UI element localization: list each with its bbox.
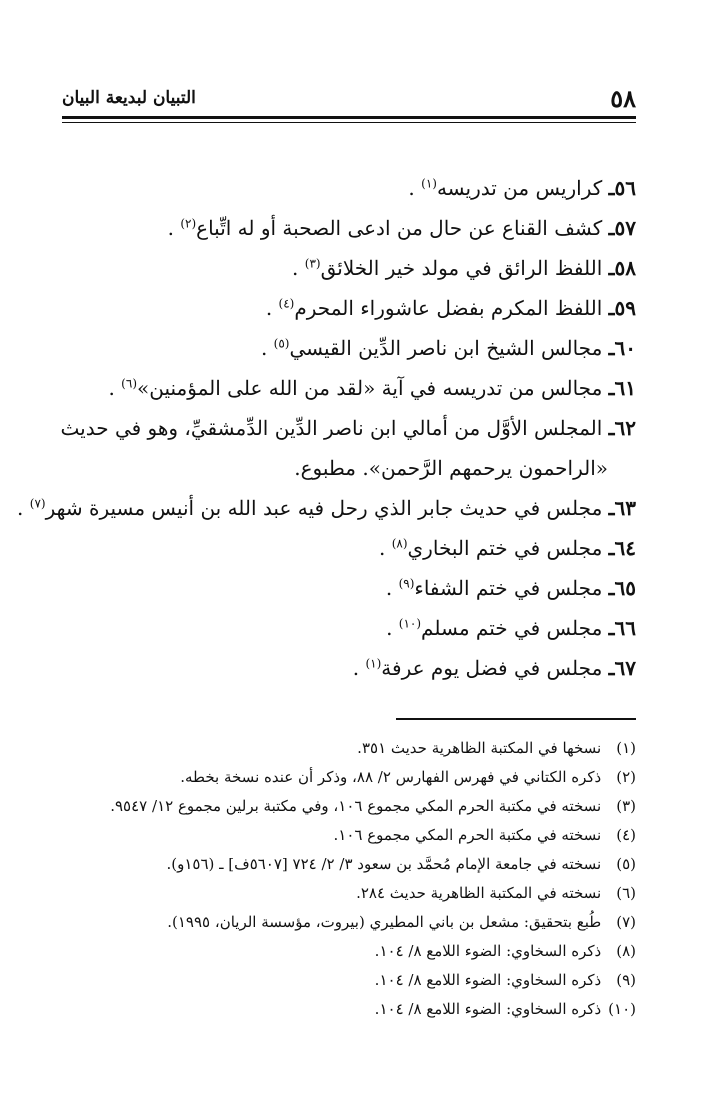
running-title: التبيان لبديعة البيان <box>62 88 196 108</box>
footnote: (٤) نسخته في مكتبة الحرم المكي مجموع ١٠٦. <box>333 826 636 844</box>
footnote: (٧) طُبع بتحقيق: مشعل بن باني المطيري (بيروت، مؤسسة الريان، ١٩٩٥). <box>167 913 636 931</box>
list-item: ٦٠ـ مجالس الشيخ ابن ناصر الدِّين القيسي$^{(٥)}$ . <box>260 336 636 360</box>
list-item: ٦٥ـ مجلس في ختم الشفاء$^{(٩)}$ . <box>385 576 636 600</box>
works-list <box>17 168 636 688</box>
footnotes <box>62 734 636 1024</box>
footnote: (٨) ذكره السخاوي: الضوء اللامع ٨/ ١٠٤. <box>374 942 636 960</box>
list-item: ٥٩ـ اللفظ المكرم بفضل عاشوراء المحرم$^{(٤)}$ . <box>265 296 636 320</box>
footnote: (٦) نسخته في المكتبة الظاهرية حديث ٢٨٤. <box>356 884 636 902</box>
list-item-continuation: «الراحمون يرحمهم الرَّحمن». مطبوع. <box>294 456 608 480</box>
list-item: ٦٢ـ المجلس الأوَّل من أمالي ابن ناصر الدِّين الدِّمشقيِّ، وهو في حديث «الراحمون يرحمهم الرَّحمن». مطبوع. <box>62 408 636 488</box>
footnote: (١) نسخها في المكتبة الظاهرية حديث ٣٥١. <box>357 739 636 757</box>
header-rule-thin <box>62 122 636 123</box>
list-item: ٦٣ـ مجلس في حديث جابر الذي رحل فيه عبد الله بن أنيس مسيرة شهر$^{(٧)}$ . <box>17 496 636 520</box>
page-number: ٥٨ <box>610 84 636 113</box>
footnote: (٣) نسخته في مكتبة الحرم المكي مجموع ١٠٦، وفي مكتبة برلين مجموع ١٢/ ٩٥٤٧. <box>110 797 636 815</box>
footnote: (٥) نسخته في جامعة الإمام مُحمَّد بن سعود ٣/ ٢/ ٧٢٤ [٥٦٠٧ف] ـ (١٥٦و). <box>166 855 636 873</box>
list-item: ٦٧ـ مجلس في فضل يوم عرفة$^{(١)}$ . <box>352 656 636 680</box>
footnote: (٩) ذكره السخاوي: الضوء اللامع ٨/ ١٠٤. <box>374 971 636 989</box>
list-item: ٦٦ـ مجلس في ختم مسلم$^{(١٠)}$ . <box>386 616 636 640</box>
footnote: (٢) ذكره الكتاني في فهرس الفهارس ٢/ ٨٨، وذكر أن عنده نسخة بخطه. <box>180 768 636 786</box>
header-rule-thick <box>62 116 636 119</box>
list-item: ٥٧ـ كشف القناع عن حال من ادعى الصحبة أو له اتِّباع$^{(٢)}$ . <box>167 216 636 240</box>
list-item: ٥٨ـ اللفظ الرائق في مولد خير الخلائق$^{(٣)}$ . <box>292 256 636 280</box>
footnote: (١٠) ذكره السخاوي: الضوء اللامع ٨/ ١٠٤. <box>374 1000 636 1018</box>
list-item: ٥٦ـ كراريس من تدريسه$^{(١)}$ . <box>408 176 636 200</box>
footnote-separator <box>396 718 636 720</box>
list-item: ٦١ـ مجالس من تدريسه في آية «لقد من الله على المؤمنين»$^{(٦)}$ . <box>108 376 636 400</box>
list-item: ٦٤ـ مجلس في ختم البخاري$^{(٨)}$ . <box>378 536 636 560</box>
page-header <box>62 82 636 112</box>
